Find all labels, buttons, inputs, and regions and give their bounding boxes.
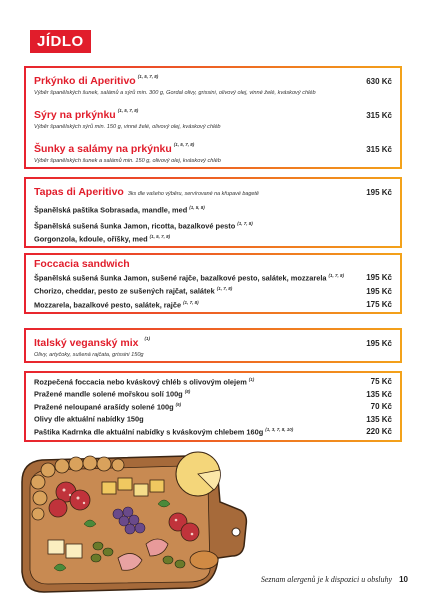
item-text: Španělská sušená šunka Jamon, sušené rajče, bazalkové pesto, salátek, mozzarela — [34, 273, 327, 283]
item-price: 315 Kč — [366, 111, 392, 120]
page-number: 10 — [399, 575, 408, 584]
item-text: Olivy dle aktuální nabídky 150g — [34, 414, 144, 424]
list-item — [34, 377, 392, 386]
item-text: Gorgonzola, kdoule, oříšky, med — [34, 234, 148, 244]
item-price: 75 Kč — [370, 377, 392, 387]
footer — [261, 575, 408, 584]
item-price: 175 Kč — [366, 300, 392, 310]
allergens: (1, 3, 7, 8, 10) — [265, 426, 294, 432]
item-text: Paštika Kadrnka dle aktuální nabídky s kváskovým chlebem 160g — [34, 427, 264, 437]
list-item — [34, 221, 392, 230]
menu-item — [34, 105, 392, 130]
item-description: Výběr španělských šunek, salámů a sýrů min. 300 g, Gordal olivy, grissini, olivový olej, vinné želé, kváskový chléb — [34, 90, 316, 96]
item-description: Výběr španělských sýrů min. 150 g, vinné želé, olivový olej, kváskový chléb — [34, 124, 221, 130]
focaccia-box — [24, 253, 402, 314]
item-text: Mozzarela, bazalkové pesto, salátek, rajče — [34, 300, 182, 310]
allergens: (1, 5, 8) — [189, 205, 205, 210]
item-description: Olivy, artyčoky, sušená rajčata, grissini 150g — [34, 352, 144, 358]
allergens: (1, 5, 7, 8) — [137, 73, 159, 79]
allergens: (1, 7, 8) — [216, 286, 233, 292]
list-item — [34, 389, 392, 398]
list-item — [34, 286, 392, 295]
allergens: (1) — [144, 335, 150, 341]
snacks-box — [24, 371, 402, 442]
item-text: Španělská paštika Sobrasada, mandle, med — [34, 205, 188, 215]
tapas-box — [24, 177, 402, 248]
menu-item — [34, 71, 392, 96]
allergens: (1, 7, 8) — [183, 299, 199, 305]
list-item — [34, 205, 392, 214]
list-item — [34, 414, 392, 423]
allergens: (1, 5, 7, 8) — [117, 107, 139, 113]
item-price: 195 Kč — [366, 286, 392, 296]
item-title: Tapas di Aperitivo — [34, 186, 124, 198]
charcuterie-board-illustration — [18, 448, 248, 594]
allergens: (5) — [175, 401, 182, 407]
list-item — [34, 300, 392, 309]
vegan-mix-box — [24, 328, 402, 363]
allergens: (1, 5, 7, 8) — [149, 233, 171, 239]
menu-item — [34, 139, 392, 164]
item-title: Prkýnko di Aperitivo — [34, 75, 136, 87]
item-text: Chorizo, cheddar, pesto ze sušených rajčat, salátek — [34, 286, 215, 296]
item-description: Výběr španělských šunek a salámů min. 150 g, olivový olej, kváskový chléb — [34, 158, 221, 164]
item-price: 195 Kč — [366, 339, 392, 348]
item-price: 195 Kč — [366, 273, 392, 283]
item-title: Sýry na prkýnku — [34, 109, 116, 121]
allergens: (1, 7, 8) — [237, 221, 253, 227]
item-text: Pražené neloupané arašídy solené 100g — [34, 402, 174, 412]
item-title: Šunky a salámy na prkýnku — [34, 143, 172, 155]
list-item — [34, 402, 392, 411]
item-title: Foccacia sandwich — [34, 258, 130, 270]
item-price: 630 Kč — [366, 77, 392, 86]
item-note: 3ks dle vašeho výběru, servírované na křupavé bagetě — [127, 191, 259, 197]
item-text: Španělská sušená šunka Jamon, ricotta, bazalkové pesto — [34, 221, 236, 231]
allergens: (1) — [248, 377, 255, 382]
section-title-badge: JÍDLO — [30, 30, 91, 53]
allergen-note: Seznam alergenů je k dispozici u obsluhy — [260, 575, 393, 584]
allergens: (1, 7, 8) — [328, 273, 344, 278]
list-item — [34, 234, 392, 243]
item-text: Rozpečená foccacia nebo kváskový chléb s olivovým olejem — [34, 377, 247, 387]
item-price: 195 Kč — [366, 188, 392, 197]
item-text: Pražené mandle solené mořskou solí 100g — [34, 389, 183, 399]
list-item — [34, 427, 392, 436]
item-title: Italský veganský mix — [34, 337, 139, 349]
item-price: 135 Kč — [366, 389, 392, 399]
allergens: (1, 5, 7, 8) — [173, 141, 195, 147]
item-price: 135 Kč — [366, 414, 392, 424]
allergens: (8) — [184, 389, 191, 395]
item-price: 70 Kč — [370, 402, 392, 412]
item-price: 220 Kč — [366, 427, 392, 437]
list-item — [34, 273, 392, 282]
boards-box — [24, 66, 402, 169]
item-price: 315 Kč — [366, 145, 392, 154]
